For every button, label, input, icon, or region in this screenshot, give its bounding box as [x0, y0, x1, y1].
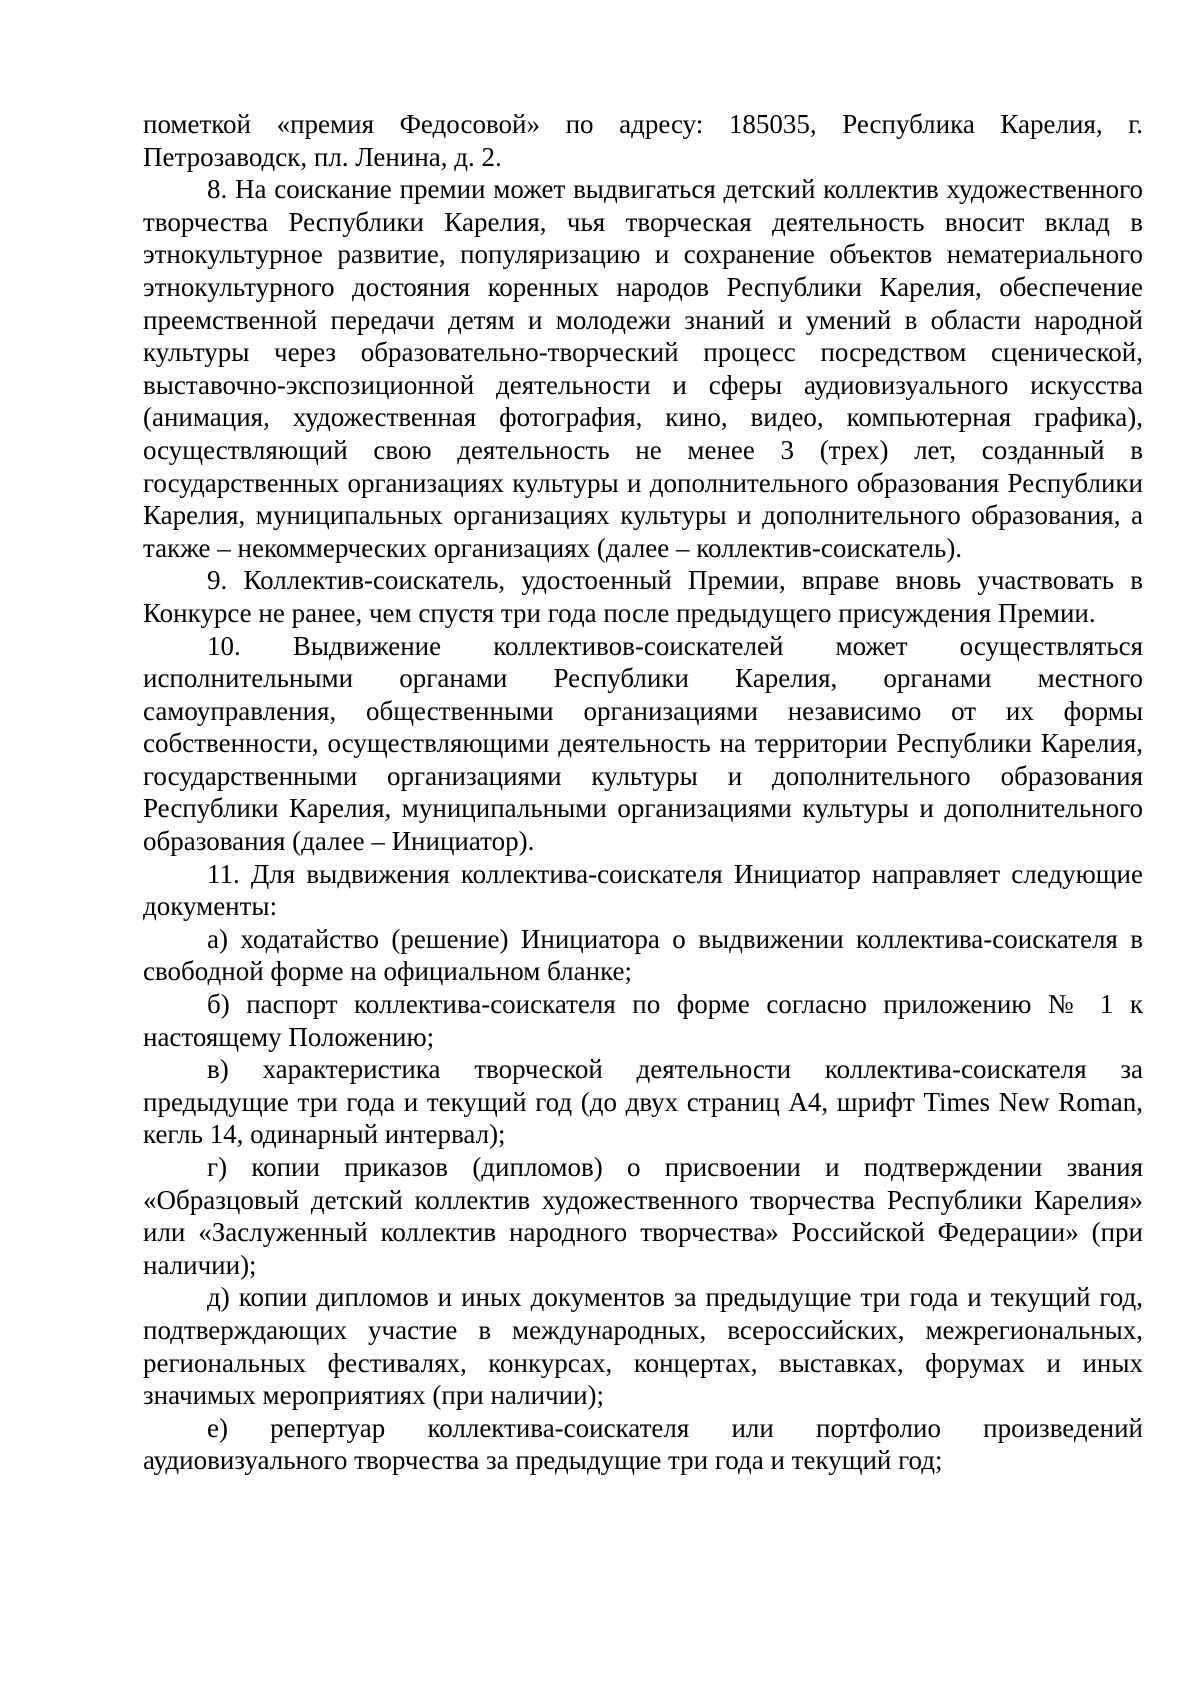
- paragraph-subitem-b: б) паспорт коллектива-соискателя по форме согласно приложению № 1 к настоящему Положению;: [143, 989, 1143, 1052]
- paragraph-item-11: 11. Для выдвижения коллектива-соискателя Инициатор направляет следующие документы:: [143, 858, 1143, 922]
- paragraph-submission-address: пометкой «премия Федосовой» по адресу: 185035, Республика Карелия, г. Петрозаводск, пл. Ленина, д. 2.: [143, 109, 1143, 172]
- paragraph-subitem-a: а) ходатайство (решение) Инициатора о выдвижении коллектива-соискателя в свободной форме на официальном бланке;: [143, 923, 1143, 987]
- paragraph-subitem-v: в) характеристика творческой деятельности коллектива-соискателя за предыдущие три года и текущий год (до двух страниц А4, шрифт Times New Roman, кегль 14, одинарный интервал);: [143, 1054, 1143, 1150]
- paragraph-item-9: 9. Коллектив-соискатель, удостоенный Премии, вправе вновь участвовать в Конкурсе не ранее, чем спустя три года после предыдущего присуждения Премии.: [143, 565, 1143, 628]
- paragraph-subitem-e: е) репертуар коллектива-соискателя или портфолио произведений аудиовизуального творчества за предыдущие три года и текущий год;: [143, 1412, 1143, 1476]
- paragraph-item-10: 10. Выдвижение коллективов-соискателей может осуществляться исполнительными органами Республики Карелия, органами местного самоуправления, общественными организациями независимо от их формы собственности, осуществляющими деятельность на территории Республики Карелия, государственными организациями культуры и дополнительного образования Республики Карелия, муниципальными организациями культуры и дополнительного образования (далее – Инициатор).: [143, 630, 1143, 857]
- document-page: [143, 108, 1143, 1477]
- paragraph-item-8: 8. На соискание премии может выдвигаться детский коллектив художественного творчества Республики Карелия, чья творческая деятельность вносит вклад в этнокультурное развитие, популяризацию и сохранение объектов нематериального этнокультурного достояния коренных народов Республики Карелия, обеспечение преемственной передачи детям и молодежи знаний и умений в области народной культуры через образовательно-творческий процесс посредством сценической, выставочно-экспозиционной деятельности и сферы аудиовизуального искусства (анимация, художественная фотография, кино, видео, компьютерная графика), осуществляющий свою деятельность не менее 3 (трех) лет, созданный в государственных организациях культуры и дополнительного образования Республики Карелия, муниципальных организациях культуры и дополнительного образования, а также – некоммерческих организациях (далее – коллектив-соискатель).: [143, 174, 1143, 563]
- paragraph-subitem-g: г) копии приказов (дипломов) о присвоении и подтверждении звания «Образцовый детский коллектив художественного творчества Республики Карелия» или «Заслуженный коллектив народного творчества» Российской Федерации» (при наличии);: [143, 1152, 1143, 1280]
- paragraph-subitem-d: д) копии дипломов и иных документов за предыдущие три года и текущий год, подтверждающих участие в международных, всероссийских, межрегиональных, региональных фестивалях, конкурсах, концертах, выставках, форумах и иных значимых мероприятиях (при наличии);: [143, 1282, 1143, 1411]
